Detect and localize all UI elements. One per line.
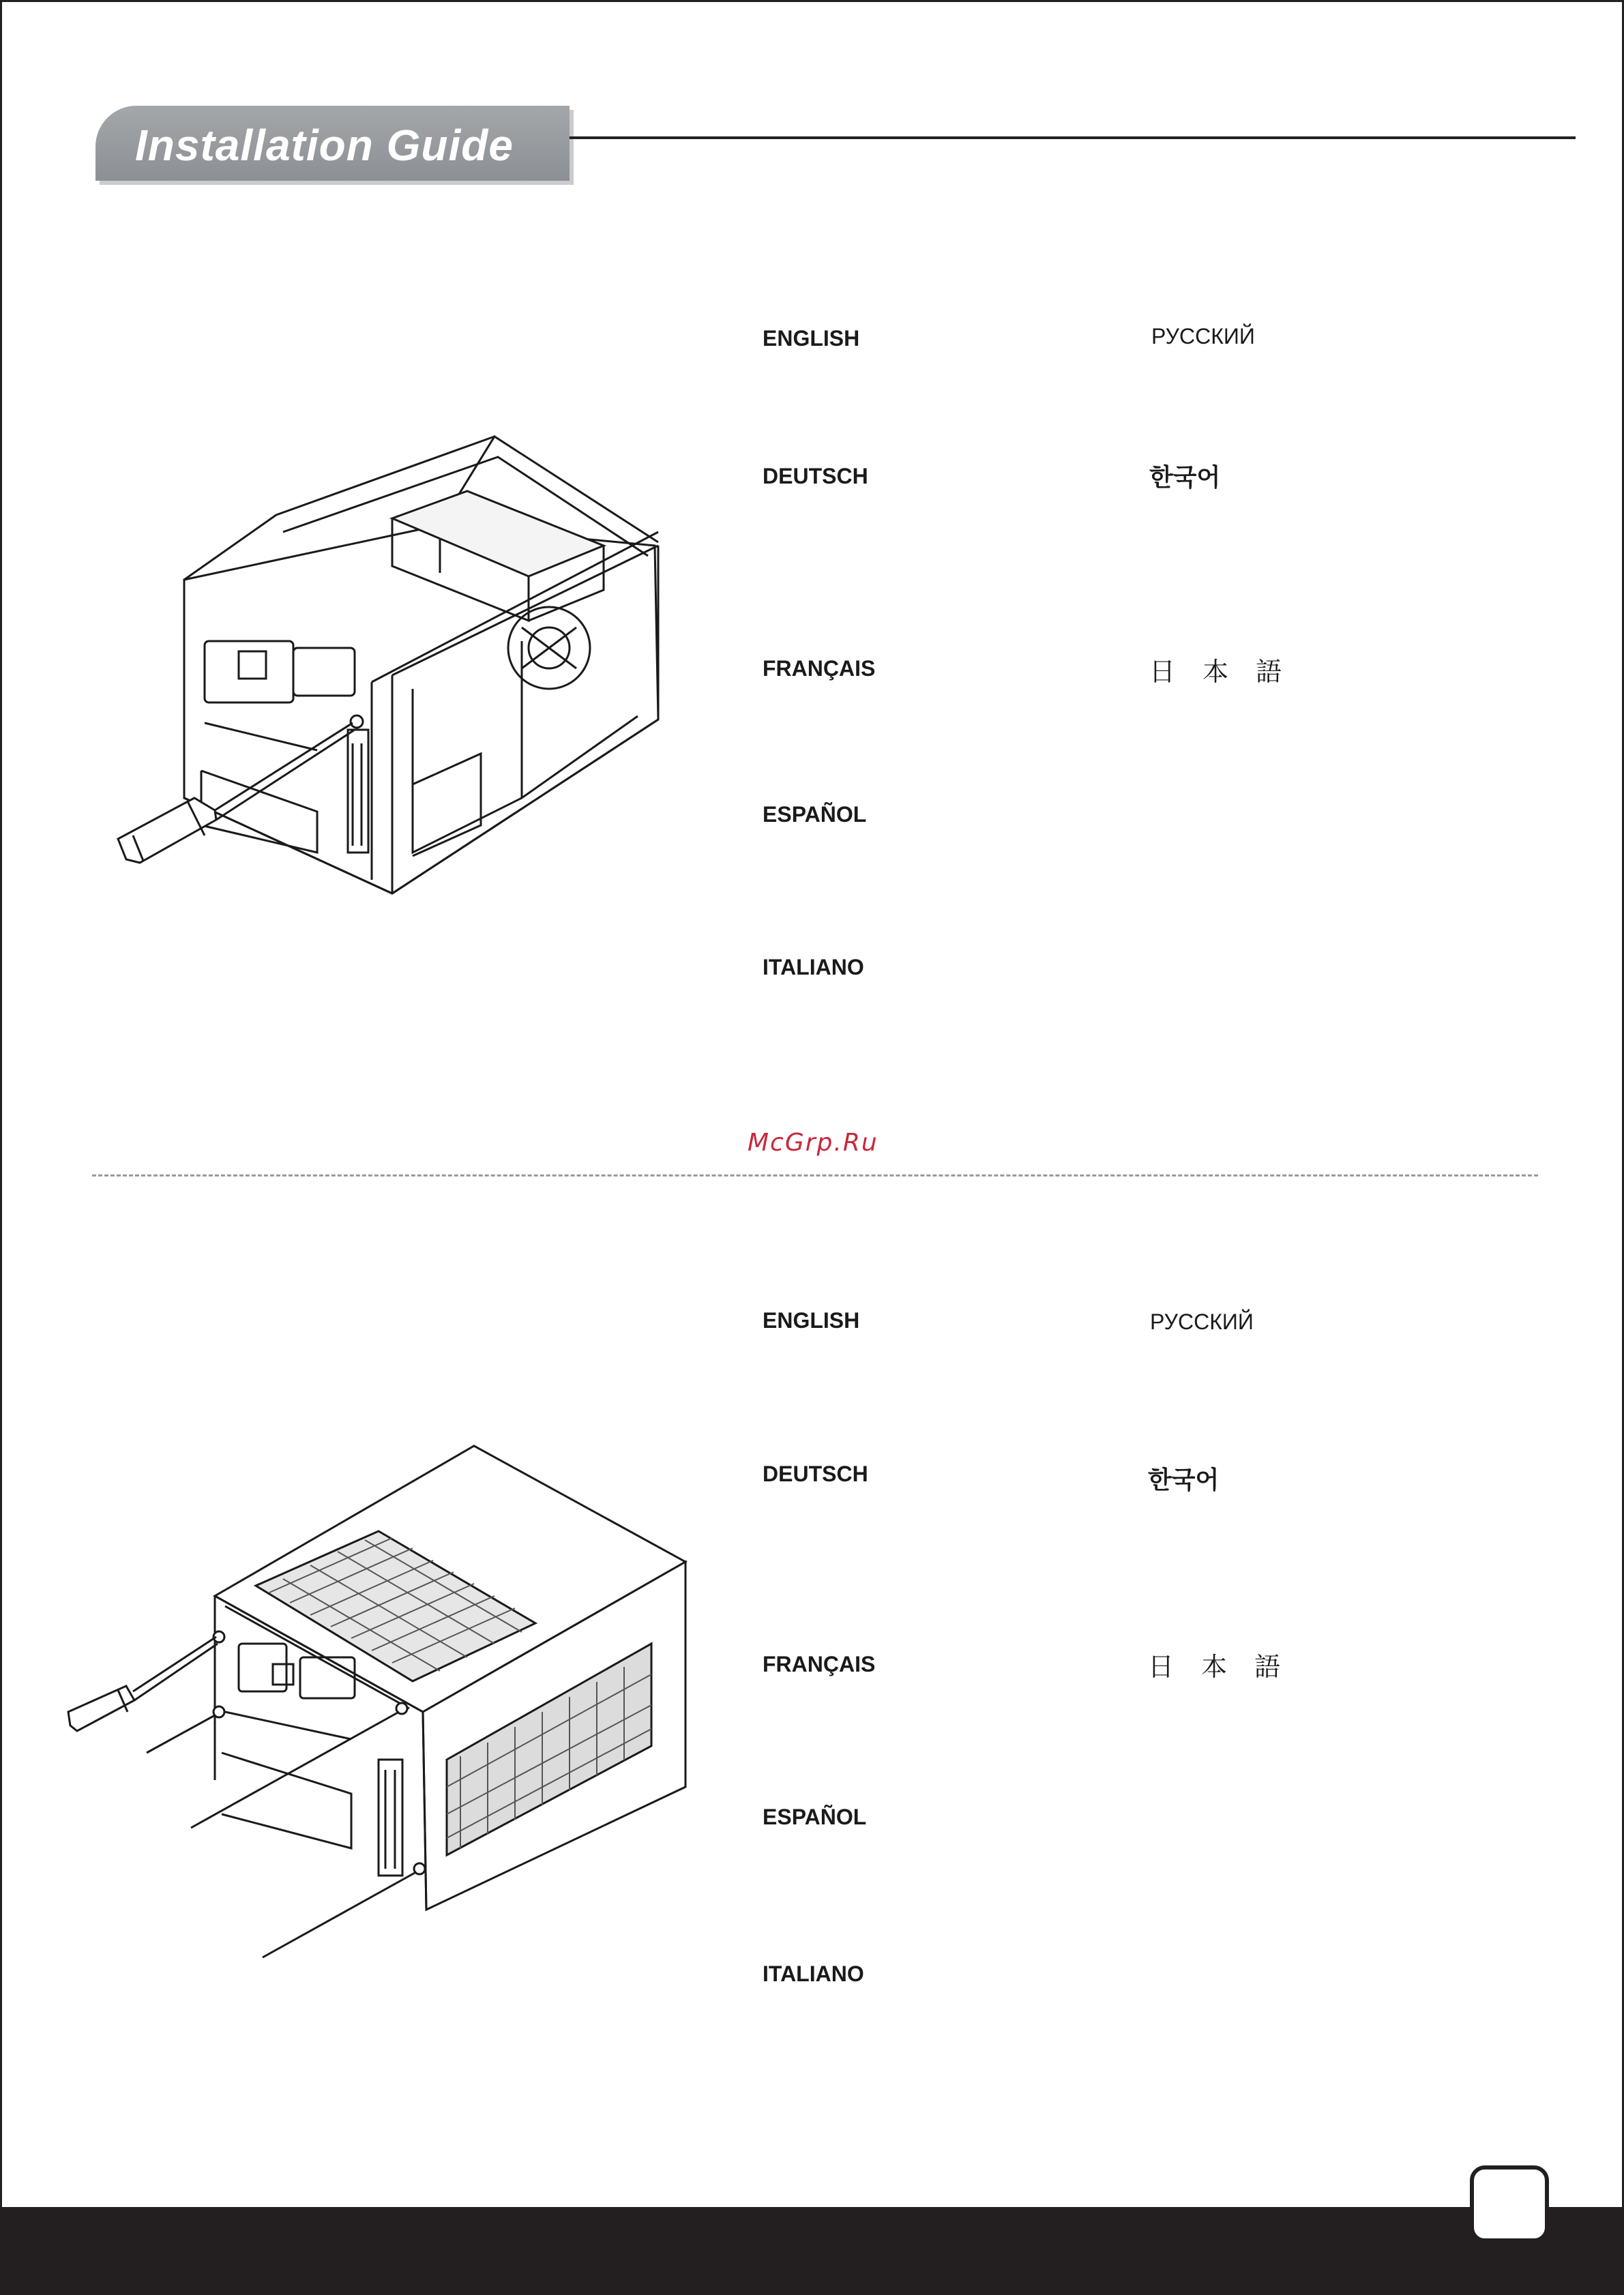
watermark-text: McGrp.Ru: [748, 1129, 879, 1157]
footer-bar: [0, 2207, 1624, 2295]
case-exterior-illustration: [65, 1439, 692, 1964]
lang-russian-1[interactable]: РУССКИЙ: [1151, 324, 1255, 349]
page-title: Installation Guide: [135, 121, 514, 170]
lang-italiano-1[interactable]: ITALIANO: [763, 955, 864, 979]
lang-english-2[interactable]: ENGLISH: [763, 1308, 860, 1333]
lang-italiano-2[interactable]: ITALIANO: [763, 1961, 864, 1986]
section-divider: [92, 1174, 1538, 1176]
lang-espanol-1[interactable]: ESPAÑOL: [763, 802, 867, 827]
lang-francais-2[interactable]: FRANÇAIS: [763, 1652, 876, 1676]
lang-espanol-2[interactable]: ESPAÑOL: [763, 1805, 867, 1829]
lang-korean-1[interactable]: 한국어: [1149, 464, 1221, 492]
page-border-left: [0, 0, 2, 2210]
lang-japanese-1[interactable]: 日 本 語: [1149, 657, 1292, 687]
lang-deutsch-2[interactable]: DEUTSCH: [763, 1462, 868, 1486]
page-number-box: [1470, 2165, 1549, 2242]
lang-francais-1[interactable]: FRANÇAIS: [763, 656, 876, 681]
header-rule: [570, 136, 1576, 139]
lang-deutsch-1[interactable]: DEUTSCH: [763, 464, 868, 488]
lang-english-1[interactable]: ENGLISH: [763, 326, 860, 351]
case-interior-illustration: [113, 416, 679, 907]
lang-russian-2[interactable]: РУССКИЙ: [1150, 1309, 1254, 1334]
page-border-top: [0, 0, 1624, 2]
lang-japanese-2[interactable]: 日 本 語: [1148, 1652, 1290, 1682]
lang-korean-2[interactable]: 한국어: [1148, 1466, 1220, 1494]
